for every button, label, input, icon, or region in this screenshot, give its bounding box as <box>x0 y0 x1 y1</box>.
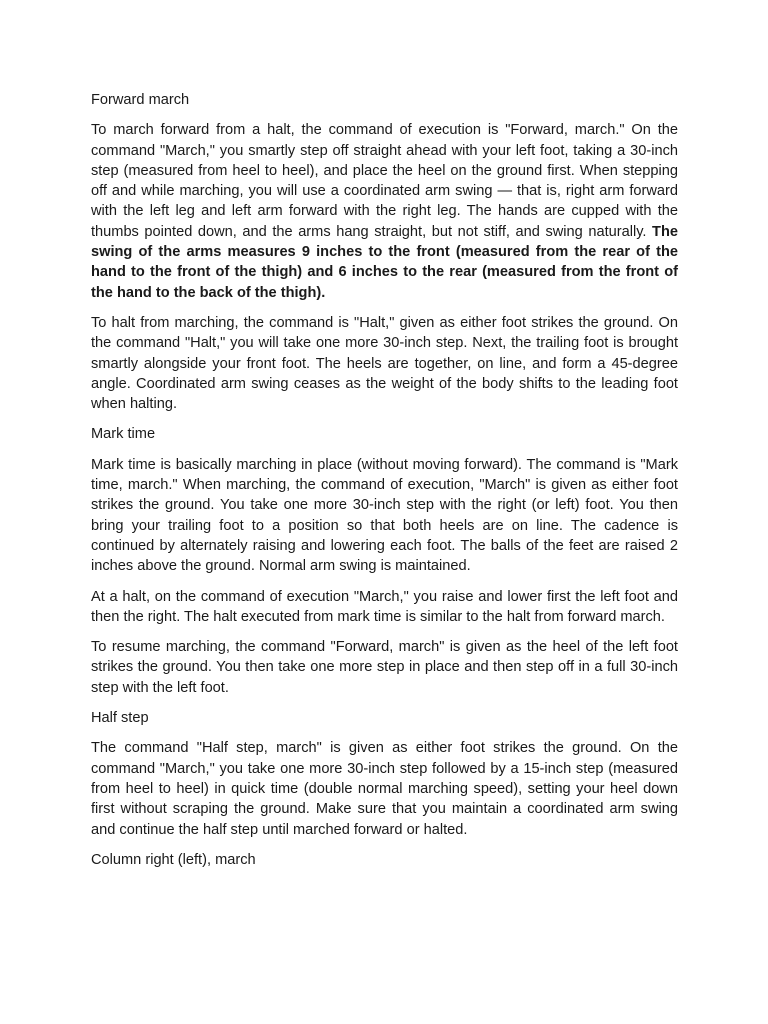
paragraph-mark-time-command: Mark time is basically marching in place (without moving forward). The command is "Mark time, march." When marching, the command of execution, "March" is given as either foot strikes the ground. You take one more 30-inch step with the right (or left) foot. You then bring your trailing foot to a position so that both heels are on line. The cadence is continued by alternately raising and lowering each foot. The balls of the feet are raised 2 inches above the ground. Normal arm swing is maintained. <box>91 456 678 575</box>
paragraph-resume-marching: To resume marching, the command "Forward, march" is given as the heel of the left foot strikes the ground. You then take one more step in place and then step off in a full 30-inch step with the left foot. <box>91 639 678 696</box>
paragraph-halt-from-marching: To halt from marching, the command is "Halt," given as either foot strikes the ground. On the command "Halt," you will take one more 30-inch step. Next, the trailing foot is brought smartly alongside your front foot. The heels are together, on line, and form a 45-degree angle. Coordinated arm swing ceases as the weight of the body shifts to the leading foot when halting. <box>91 314 678 413</box>
section-heading-forward-march: Forward march <box>91 92 190 108</box>
section-heading-mark-time: Mark time <box>91 426 156 443</box>
document-page <box>91 90 678 880</box>
paragraph-forward-march-arm-swing <box>91 120 678 303</box>
bold-arm-swing-measurement: The swing of the arms measures 9 inches to the front (measured from the rear of the hand to the front of the thigh) and 6 inches to the rear (measured from the front of the hand to the back of the thigh). <box>91 223 678 301</box>
paragraph-mark-time-at-halt: At a halt, on the command of execution "March," you raise and lower first the left foot and then the right. The halt executed from mark time is similar to the halt from forward march. <box>91 588 678 625</box>
paragraph-half-step-command: The command "Half step, march" is given as either foot strikes the ground. On the command "March," you take one more 30-inch step followed by a 15-inch step (measured from heel to heel) in quick time (double normal marching speed), setting your heel down first without scraping the ground. Make sure that you maintain a coordinated arm swing and continue the half step until marched forward or halted. <box>91 740 678 838</box>
section-heading-column-right-left: Column right (left), march <box>91 851 256 868</box>
paragraph-text: To march forward from a halt, the command of execution is "Forward, march." On the command "March," you smartly step off straight ahead with your left foot, taking a 30-inch step (measured from heel to heel), and place the heel on the ground first. When stepping off and while marching, you will use a coordinated arm swing — that is, right arm forward with the left leg and left arm forward with the right leg. The hands are cupped with the thumbs pointed down, and the arms hang straight, but not stiff, and swing naturally. <box>91 122 678 240</box>
section-heading-half-step: Half step <box>91 710 149 727</box>
